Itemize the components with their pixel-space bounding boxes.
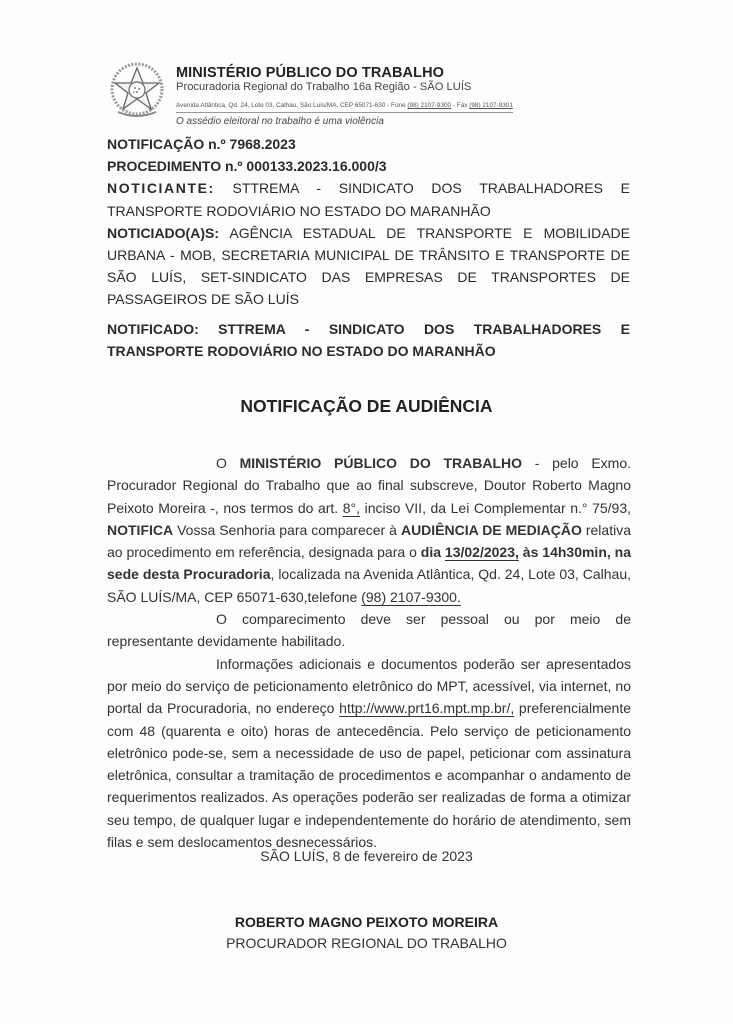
text: Vossa Senhoria para comparecer à xyxy=(173,521,401,538)
notifies-keyword: NOTIFICA xyxy=(107,521,174,538)
phone-number: (98) 2107-9300 xyxy=(407,102,452,109)
respondents-line2: URBANA - MOB, SECRETARIA MUNICIPAL DE TRÂNSITO E TRANSPORTE DE xyxy=(107,247,630,264)
hearing-type: AUDIÊNCIA DE MEDIAÇÃO xyxy=(400,521,582,538)
respondents-value: AGÊNCIA ESTADUAL DE TRANSPORTE E MOBILIDADE xyxy=(219,224,630,241)
paragraph-info xyxy=(107,653,631,854)
notified-line1: NOTIFICADO: STTREMA - SINDICATO DOS TRABALHADORES E xyxy=(107,321,630,337)
respondents-line3: SÃO LUÍS, SET-SINDICATO DAS EMPRESAS DE TRANSPORTES DE xyxy=(107,269,630,286)
hearing-date: 13/02/2023, xyxy=(444,544,519,561)
complainant-value: STTREMA - SINDICATO DOS TRABALHADORES E xyxy=(214,180,630,197)
contact-phone: (98) 2107-9300. xyxy=(361,588,461,605)
paragraph-attendance: O comparecimento deve ser pessoal ou por meio de representante devidamente habilitado. xyxy=(107,611,631,650)
document-body xyxy=(107,452,631,853)
text: preferencialmente com 48 (quarenta e oito) horas de antecedência. Pelo serviço de peticionamento eletrônico pode-se, sem a necessidade de uso de papel, peticionar com assinatura eletrônica, consultar a tramitação de procedimentos e acompanhar o andamento de requerimentos realizados. As operações poderão ser realizadas de forma a otimizar seu tempo, de qualquer lugar e independentemente do horário de atendimento, sem filas e sem deslocamentos desnecessários. xyxy=(107,700,631,851)
notification-number: NOTIFICAÇÃO n.º 7968.2023 xyxy=(107,136,296,152)
brazil-coat-of-arms-icon xyxy=(108,62,166,120)
signer-name: ROBERTO MAGNO PEIXOTO MOREIRA xyxy=(234,914,499,930)
respondents-line4: PASSAGEIROS DE SÃO LUÍS xyxy=(107,291,299,308)
place-date: SÃO LUÍS, 8 de fevereiro de 2023 xyxy=(260,848,473,864)
case-metadata xyxy=(107,133,630,311)
letterhead xyxy=(108,62,588,127)
text: inciso VII, da Lei Complementar n.° 75/93, xyxy=(360,499,632,516)
respondents-label: NOTICIADO(A)S: xyxy=(107,224,219,241)
institution-subtitle: Procuradoria Regional do Trabalho 16a Região - SÃO LUÍS xyxy=(176,81,472,93)
text: relativa ao procedimento em referência, designada para o xyxy=(107,521,631,561)
hearing-time-place: às 14h30min, na sede desta Procuradoria xyxy=(107,544,632,583)
fax-label: - Fax xyxy=(451,102,470,109)
fax-number: (98) 2107-9301 xyxy=(469,102,513,109)
complainant-line1 xyxy=(107,177,630,199)
institution-name: MINISTÉRIO PÚBLICO DO TRABALHO xyxy=(176,65,445,81)
text: dia xyxy=(420,544,445,561)
portal-link[interactable]: http://www.prt16.mpt.mp.br/, xyxy=(339,700,515,717)
notified-party xyxy=(107,318,630,362)
institution-motto: O assédio eleitoral no trabalho é uma violência xyxy=(176,116,384,127)
notified-line2: TRANSPORTE RODOVIÁRIO NO ESTADO DO MARANHÃO xyxy=(107,343,496,360)
complainant-line2: TRANSPORTE RODOVIÁRIO NO ESTADO DO MARANHÃO xyxy=(107,202,491,219)
procedure-number: PROCEDIMENTO n.º 000133.2023.16.000/3 xyxy=(107,158,387,175)
respondents-line1 xyxy=(107,222,630,244)
address-text: Avenida Atlântica, Qd. 24, Lote 03, Calhau, São Luís/MA, CEP 65071-630 - Fone xyxy=(176,102,408,109)
institution-address xyxy=(176,100,513,113)
text: Informações adicionais e documentos poderão ser apresentados por meio do serviço de peticionamento eletrônico do MPT, acessível, via internet, no portal da Procuradoria, no endereço xyxy=(107,655,631,717)
institution-ref: MINISTÉRIO PÚBLICO DO TRABALHO xyxy=(239,455,523,471)
document-title: NOTIFICAÇÃO DE AUDIÊNCIA xyxy=(240,396,493,416)
text: O xyxy=(216,455,240,471)
signer-role: PROCURADOR REGIONAL DO TRABALHO xyxy=(226,935,507,951)
article-ref: 8°, xyxy=(342,499,361,516)
text: , localizada na Avenida Atlântica, Qd. 24, Lote 03, Calhau, SÃO LUÍS/MA, CEP 65071-630,telefone xyxy=(107,566,631,605)
text: - pelo Exmo. Procurador Regional do Trabalho que ao final subscreve, Doutor Roberto Magno Peixoto Moreira -, nos termos do art. xyxy=(107,455,631,516)
complainant-label: NOTICIANTE: xyxy=(107,180,215,197)
paragraph-notification xyxy=(107,452,631,608)
